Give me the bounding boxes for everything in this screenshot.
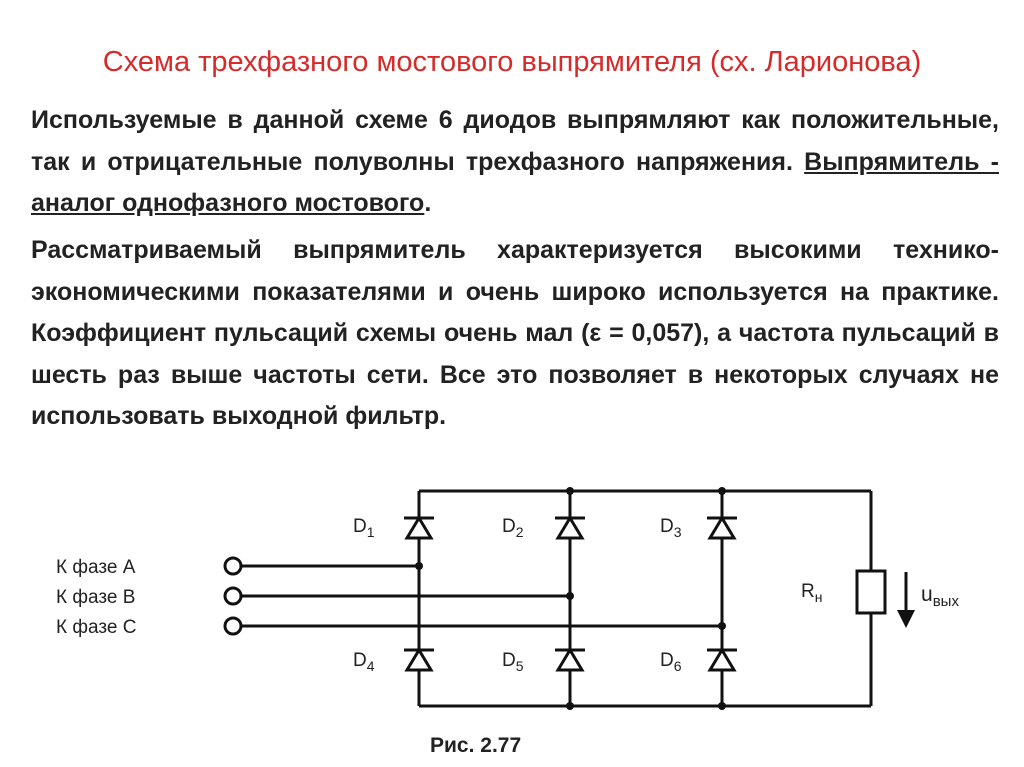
terminal-b	[225, 588, 241, 604]
junction-dot	[718, 702, 726, 710]
diode-d4	[404, 650, 434, 670]
label-phase-a: К фазе A	[56, 557, 136, 578]
label-phase-c: К фазе C	[56, 617, 137, 638]
label-phase-b: К фазе B	[56, 587, 136, 608]
circuit-wires	[225, 491, 885, 706]
paragraph-diodes-text: Используемые в данной схеме 6 диодов выпрямляют как положительные, так и отрицательные полуволны трехфазного напряжения.	[31, 106, 999, 176]
junction-dot	[566, 702, 574, 710]
diode-d6	[707, 650, 737, 670]
label-d5: $D_5$	[502, 650, 524, 674]
paragraph-characteristics: Рассматриваемый выпрямитель характеризуется высокими технико-экономическими показателями и очень широко используется на практике. Коэффициент пульсаций схемы очень мал (ε = 0,057), а частота пульсаций в шесть раз выше частоты сети. Все это позволяет в некоторых случаях не использовать выходной фильтр.	[31, 236, 999, 430]
diode-d5	[555, 650, 585, 670]
load-resistor	[857, 571, 885, 613]
terminal-c	[225, 618, 241, 634]
label-output-voltage: $u_{вых}$	[921, 583, 959, 610]
junction-dot	[415, 562, 423, 570]
junction-dot	[718, 622, 726, 630]
figure-caption: Рис. 2.77	[430, 734, 522, 757]
diode-d3	[707, 518, 737, 538]
paragraph-diodes-end: .	[424, 189, 432, 217]
junction-dot	[718, 487, 726, 495]
label-d1: $D_1$	[353, 516, 375, 540]
label-d2: $D_2$	[502, 516, 524, 540]
diode-d1	[404, 518, 434, 538]
paragraph-diodes-underlined: Выпрямитель - аналог однофазного мостового	[31, 147, 999, 217]
label-d3: $D_3$	[660, 516, 682, 540]
label-d4: $D_4$	[353, 650, 375, 674]
junction-dot	[566, 592, 574, 600]
junction-dot	[566, 487, 574, 495]
terminal-a	[225, 558, 241, 574]
label-load: $R_н$	[801, 581, 823, 605]
slide-title: Схема трехфазного мостового выпрямителя (сх. Ларионова)	[102, 46, 922, 78]
output-arrow-icon	[897, 572, 915, 628]
diode-d2	[555, 518, 585, 538]
label-d6: $D_6$	[660, 650, 682, 674]
phase-labels	[56, 557, 136, 638]
